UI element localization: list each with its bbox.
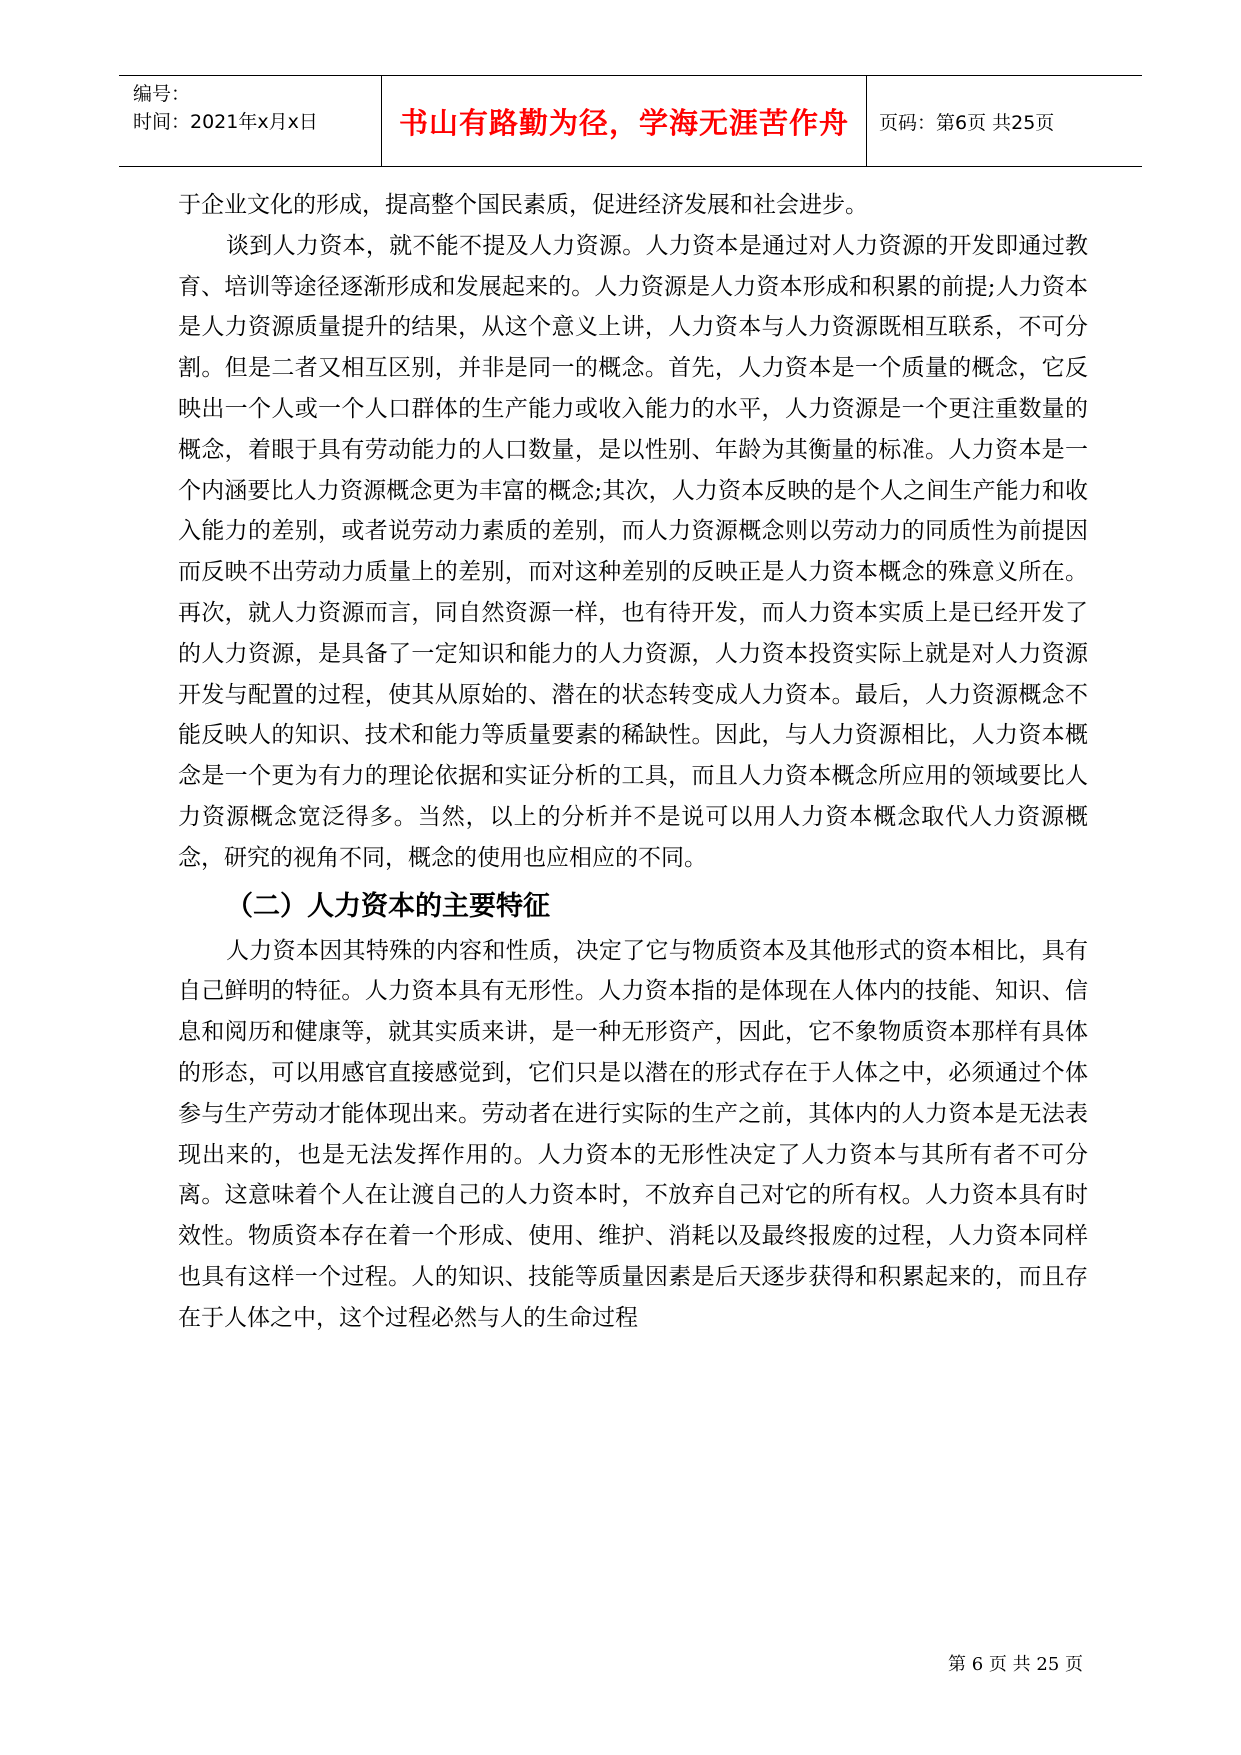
header-motto: 书山有路勤为径，学海无涯苦作舟 xyxy=(381,76,867,166)
paragraph-human-capital-vs-resources: 谈到人力资本，就不能不提及人力资源。人力资本是通过对人力资源的开发即通过教育、培训等途径逐渐形成和发展起来的。人力资源是人力资本形成和积累的前提;人力资本是人力资源质量提升的结果，从这个意义上讲，人力资本与人力资源既相互联系，不可分割。但是二者又相互区别，并非是同一的概念。首先，人力资本是一个质量的概念，它反映出一个人或一个人口群体的生产能力或收入能力的水平，人力资源是一个更注重数量的概念，着眼于具有劳动能力的人口数量，是以性别、年龄为其衡量的标准。人力资本是一个内涵要比人力资源概念更为丰富的概念;其次，人力资本反映的是个人之间生产能力和收入能力的差别，或者说劳动力素质的差别，而人力资源概念则以劳动力的同质性为前提因而反映不出劳动力质量上的差别，而对这种差别的反映正是人力资本概念的殊意义所在。再次，就人力资源而言，同自然资源一样，也有待开发，而人力资本实质上是已经开发了的人力资源，是具备了一定知识和能力的人力资源，人力资本投资实际上就是对人力资源开发与配置的过程，使其从原始的、潜在的状态转变成人力资本。最后，人力资源概念不能反映人的知识、技术和能力等质量要素的稀缺性。因此，与人力资源相比，人力资本概念是一个更为有力的理论依据和实证分析的工具，而且人力资本概念所应用的领域要比人力资源概念宽泛得多。当然，以上的分析并不是说可以用人力资本概念取代人力资源概念，研究的视角不同，概念的使用也应相应的不同。 xyxy=(178,232,1088,871)
page-footer: 第 6 页 共 25 页 xyxy=(948,1654,1083,1675)
serial-number-label: 编号： xyxy=(133,83,191,105)
paragraph-continuation: 于企业文化的形成，提高整个国民素质，促进经济发展和社会进步。 xyxy=(178,192,868,218)
paragraph-main-characteristics: 人力资本因其特殊的内容和性质，决定了它与物质资本及其他形式的资本相比，具有自己鲜明的特征。人力资本具有无形性。人力资本指的是体现在人体内的技能、知识、信息和阅历和健康等，就其实质来讲，是一种无形资产，因此，它不象物质资本那样有具体的形态，可以用感官直接感觉到，它们只是以潜在的形式存在于人体之中，必须通过个体参与生产劳动才能体现出来。劳动者在进行实际的生产之前，其体内的人力资本是无法表现出来的，也是无法发挥作用的。人力资本的无形性决定了人力资本与其所有者不可分离。这意味着个人在让渡自己的人力资本时，不放弃自己对它的所有权。人力资本具有时效性。物质资本存在着一个形成、使用、维护、消耗以及最终报废的过程，人力资本同样也具有这样一个过程。人的知识、技能等质量因素是后天逐步获得和积累起来的，而且存在于人体之中，这个过程必然与人的生命过程 xyxy=(178,937,1088,1331)
header-page-info: 页码：第6页 共25页 xyxy=(879,111,1055,134)
section-heading: （二）人力资本的主要特征 xyxy=(226,890,550,922)
document-body xyxy=(178,185,1088,1339)
header-meta xyxy=(119,76,381,166)
time-label: 时间：2021年x月x日 xyxy=(133,111,318,133)
document-header xyxy=(119,75,1142,167)
